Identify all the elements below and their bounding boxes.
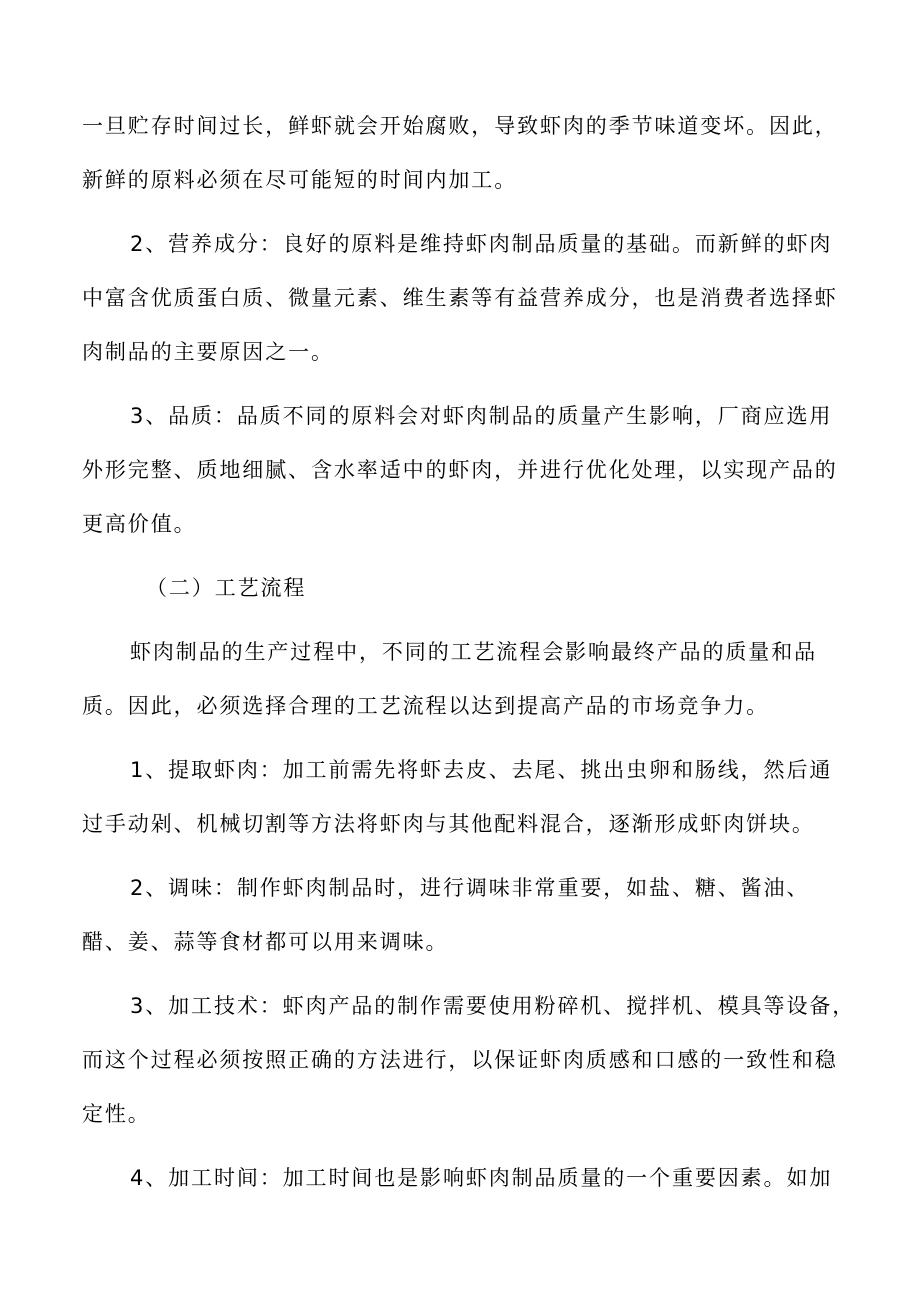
paragraph-line: 而这个过程必须按照正确的方法进行，以保证虾肉质感和口感的一致性和稳 bbox=[82, 1048, 838, 1072]
paragraph-line: 过手动剁、机械切割等方法将虾肉与其他配料混合，逐渐形成虾肉饼块。 bbox=[82, 812, 815, 836]
paragraph-line: 更高价值。 bbox=[82, 512, 197, 536]
paragraph-line: 3、加工技术：虾肉产品的制作需要使用粉碎机、搅拌机、模具等设备， bbox=[130, 994, 856, 1018]
paragraph-line: 中富含优质蛋白质、微量元素、维生素等有益营养成分，也是消费者选择虾 bbox=[82, 286, 838, 310]
paragraph-line: 肉制品的主要原因之一。 bbox=[82, 340, 334, 364]
paragraph-line: 质。因此，必须选择合理的工艺流程以达到提高产品的市场竞争力。 bbox=[82, 694, 769, 718]
paragraph-line: 2、调味：制作虾肉制品时，进行调味非常重要，如盐、糖、酱油、 bbox=[130, 876, 810, 900]
paragraph-line: 4、加工时间：加工时间也是影响虾肉制品质量的一个重要因素。如加 bbox=[130, 1166, 833, 1190]
paragraph-line: 外形完整、质地细腻、含水率适中的虾肉，并进行优化处理，以实现产品的 bbox=[82, 458, 838, 482]
paragraph-line: 醋、姜、蒜等食材都可以用来调味。 bbox=[82, 930, 449, 954]
paragraph-line: 2、营养成分：良好的原料是维持虾肉制品质量的基础。而新鲜的虾肉 bbox=[130, 232, 833, 256]
paragraph-line: 一旦贮存时间过长，鲜虾就会开始腐败，导致虾肉的季节味道变坏。因此， bbox=[82, 114, 838, 138]
section-heading: （二）工艺流程 bbox=[146, 576, 307, 600]
paragraph-line: 定性。 bbox=[82, 1102, 151, 1126]
paragraph-line: 1、提取虾肉：加工前需先将虾去皮、去尾、挑出虫卵和肠线，然后通 bbox=[130, 758, 833, 782]
paragraph-line: 虾肉制品的生产过程中，不同的工艺流程会影响最终产品的质量和品 bbox=[130, 640, 817, 664]
paragraph-line: 新鲜的原料必须在尽可能短的时间内加工。 bbox=[82, 168, 518, 192]
paragraph-line: 3、品质：品质不同的原料会对虾肉制品的质量产生影响，厂商应选用 bbox=[130, 404, 833, 428]
